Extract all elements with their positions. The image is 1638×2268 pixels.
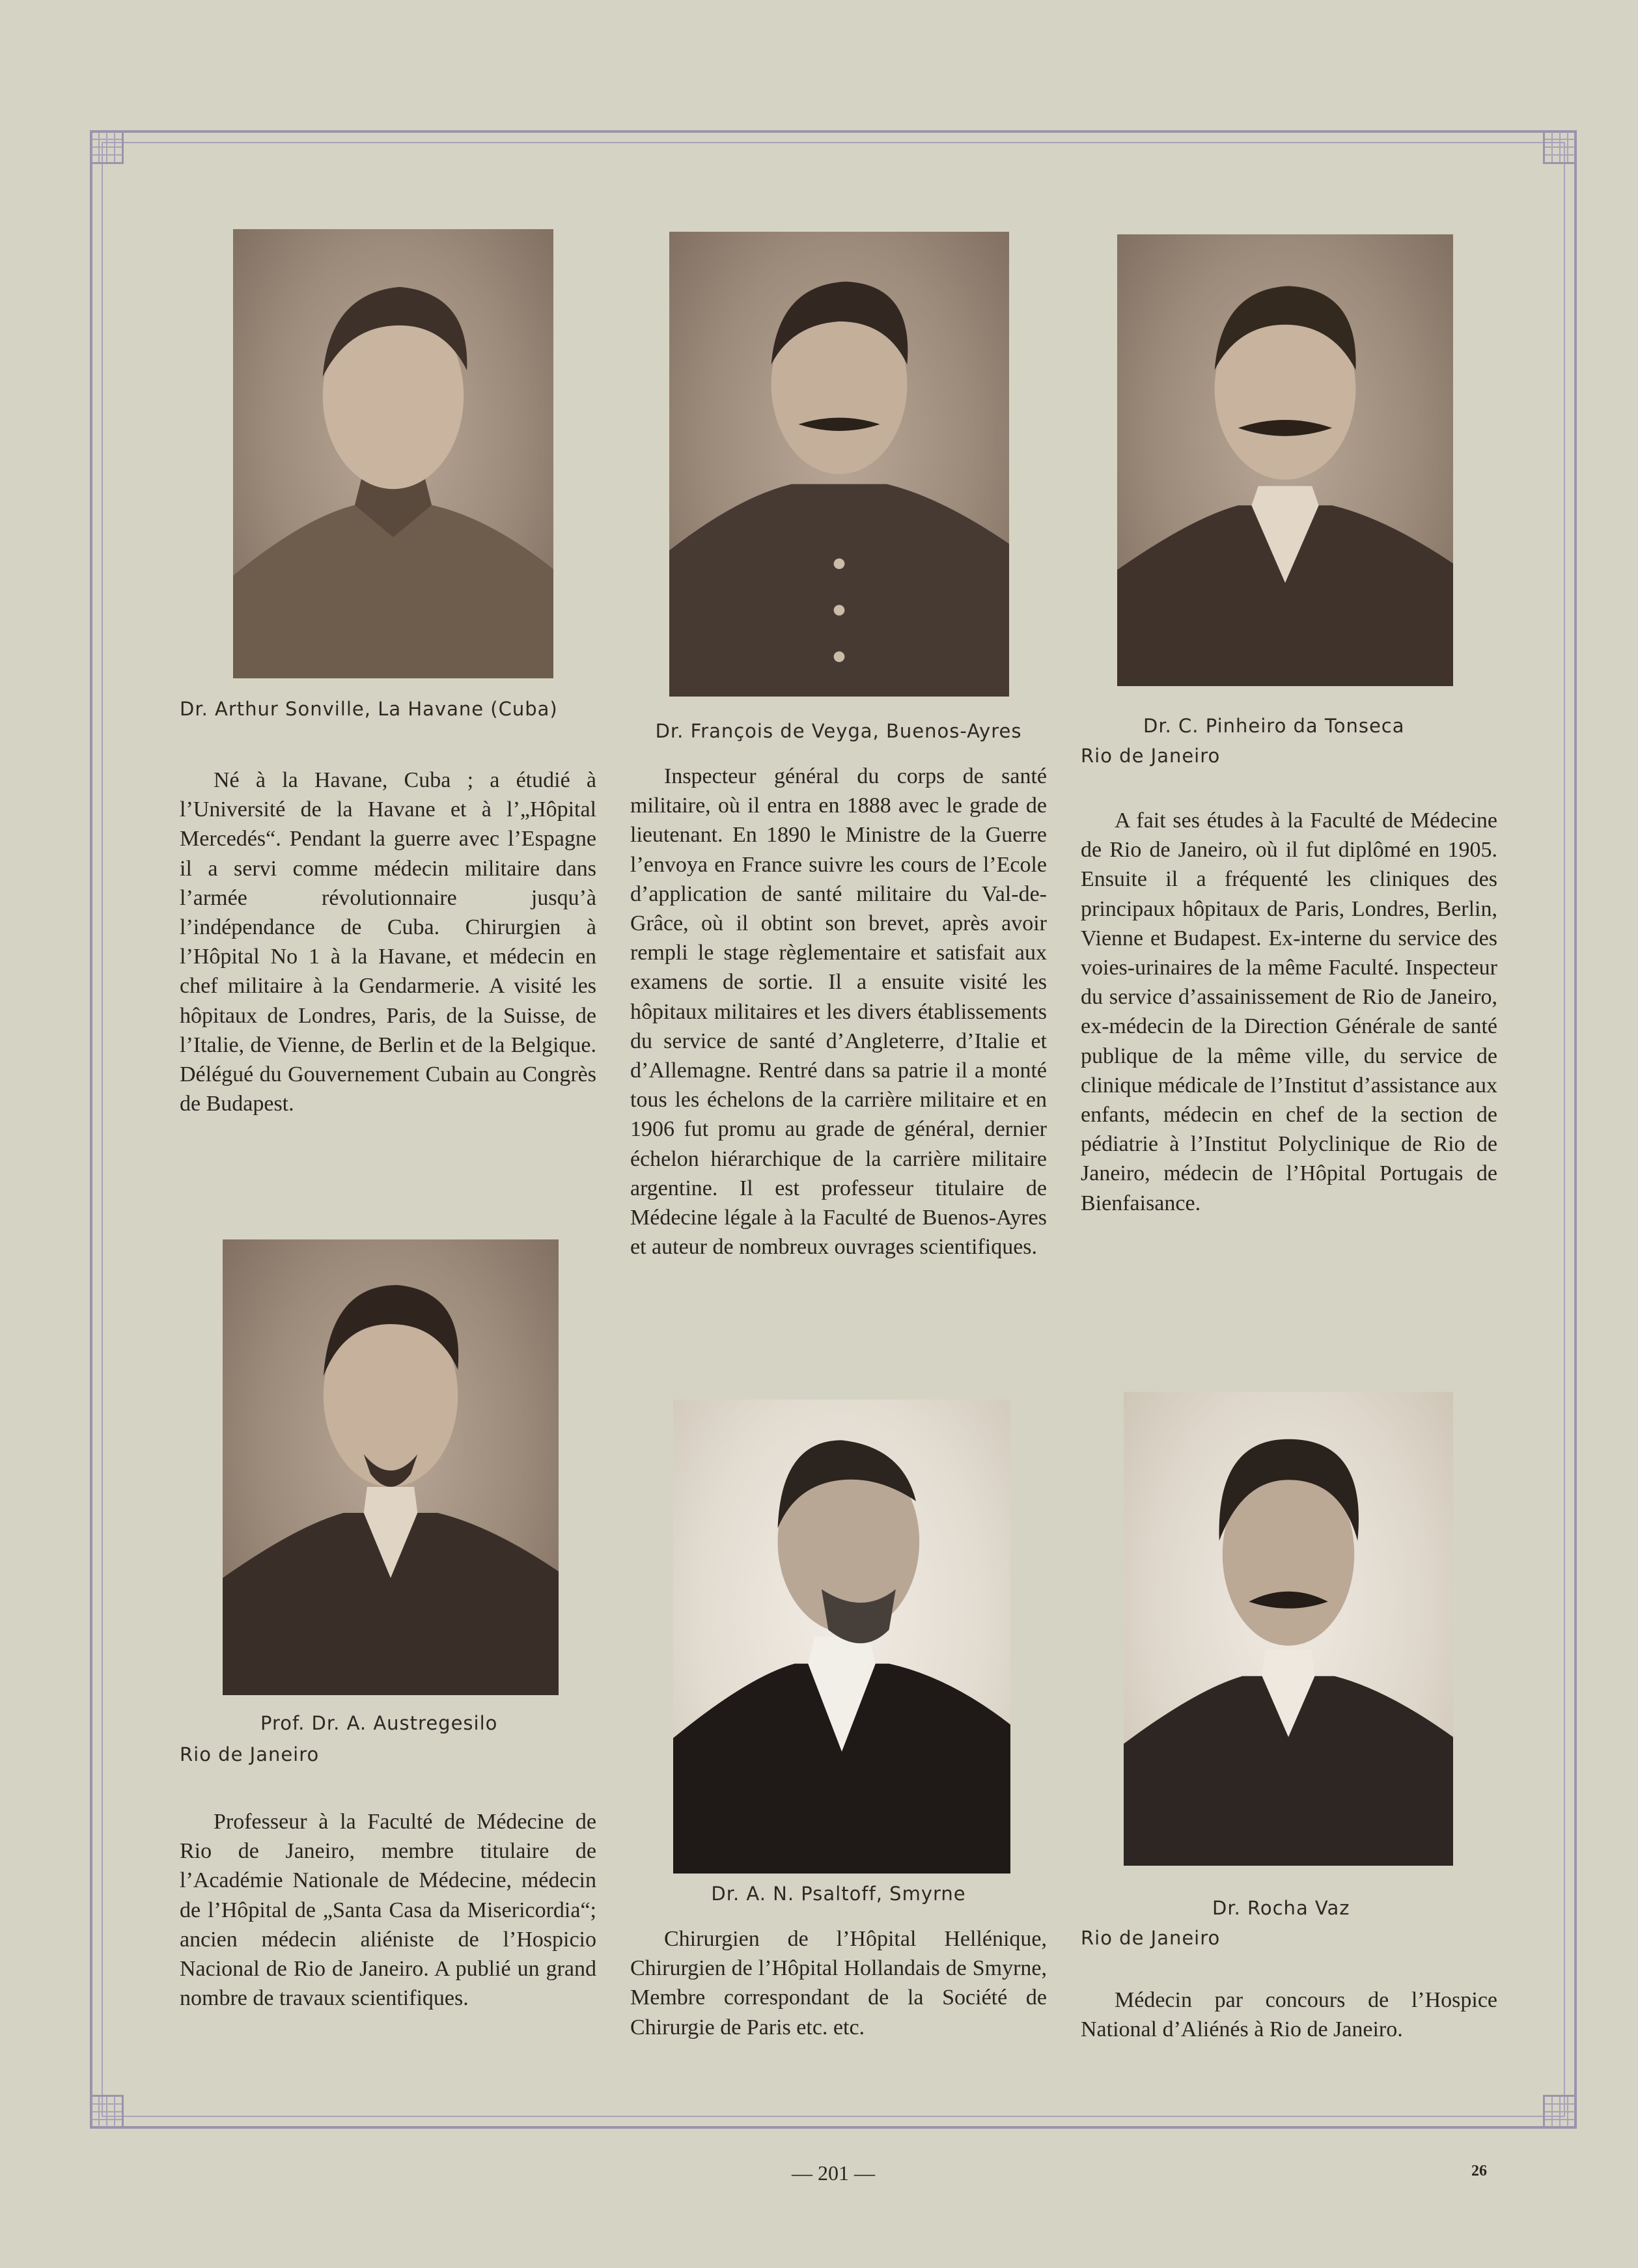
portrait-caption: Dr. C. Pinheiro da Tonseca Rio de Janeiro: [1081, 715, 1405, 767]
frame-corner-ornament: [90, 2095, 124, 2129]
biography-text: Professeur à la Faculté de Médecine de Rio de Janeiro, membre titulaire de l’Académie Nationale de Médecine, médecin de l’Hôpital de „Santa Casa da Misericordia“; ancien médecin aliéniste de l’Hospicio Nacional de Rio de Janeiro. A publié un grand nombre de travaux scientifiques.: [180, 1810, 596, 2011]
frame-corner-ornament: [1543, 2095, 1577, 2129]
portrait-photo: [673, 1400, 1010, 1874]
frame-corner-ornament: [90, 130, 124, 164]
frame-corner-ornament: [1543, 130, 1577, 164]
portrait-photo: [1124, 1392, 1453, 1866]
portrait-caption: Dr. François de Veyga, Buenos-Ayres: [655, 720, 1022, 742]
portrait-caption: Dr. Rocha Vaz Rio de Janeiro: [1081, 1897, 1350, 1949]
portrait-caption: Dr. Arthur Sonville, La Havane (Cuba): [180, 698, 558, 720]
biography-text: A fait ses études à la Faculté de Médecine de Rio de Janeiro, où il fut diplômé en 1905. Ensuite il a fréquenté les cliniques des principaux hôpitaux de Paris, Londres, Berlin, Vienne et Budapest. Ex-interne du service des voies-urinaires de la même Faculté. Inspecteur du service d’assainissement de Rio de Janeiro, ex-médecin de la Direction Générale de santé publique de la même ville, du service de clinique médicale de l’Institut d’assistance aux enfants, médecin en chef de la section de pédiatrie à l’Institut Polyclinique de Rio de Janeiro, médecin de l’Hôpital Portugais de Bienfaisance.: [1081, 809, 1497, 1215]
portrait-photo: [669, 232, 1009, 697]
biography-text: Médecin par concours de l’Hospice National d’Aliénés à Rio de Janeiro.: [1081, 1988, 1497, 2042]
portrait-caption: Dr. A. N. Psaltoff, Smyrne: [711, 1883, 966, 1905]
page-number: — 201 —: [792, 2161, 875, 2185]
portrait-photo: [233, 229, 553, 678]
biography-text: Né à la Havane, Cuba ; a étudié à l’Université de la Havane et à l’„Hôpital Mercedés“. Pendant la guerre avec l’Espagne il a servi comme médecin militaire dans l’armée révolutionnaire jusqu’à l’indépendance de Cuba. Chirurgien à l’Hôpital No 1 à la Havane, et médecin en chef militaire à la Gendarmerie. A visité les hôpitaux de Londres, Paris, de la Suisse, de l’Italie, de Vienne, de Berlin et de la Belgique. Délégué du Gouvernement Cubain au Congrès de Budapest.: [180, 768, 596, 1116]
portrait-photo: [1117, 234, 1453, 686]
biography-text: Chirurgien de l’Hôpital Hellénique, Chirurgien de l’Hôpital Hollandais de Smyrne, Membre correspondant de la Société de Chirurgie de Paris etc. etc.: [630, 1927, 1047, 2040]
portrait-photo: [223, 1239, 559, 1695]
portrait-caption: Prof. Dr. A. Austregesilo Rio de Janeiro: [180, 1712, 498, 1765]
signature-mark: 26: [1471, 2163, 1487, 2179]
biography-text: Inspecteur général du corps de santé militaire, où il entra en 1888 avec le grade de lieutenant. En 1890 le Ministre de la Guerre l’envoya en France suivre les cours de l’Ecole d’application de santé militaire du Val-de-Grâce, où il obtint son brevet, après avoir rempli le stage règlementaire et satisfait aux examens de sortie. Il a ensuite visité les hôpitaux militaires et les divers établissements du service de santé d’Angleterre, d’Italie et d’Allemagne. Rentré dans sa patrie il a monté tous les échelons de la carrière militaire et en 1906 fut promu au grade de général, dernier échelon hiérarchique de la carrière militaire argentine. Il est professeur titulaire de Médecine légale à la Faculté de Buenos-Ayres et auteur de nombreux ouvrages scientifiques.: [630, 764, 1047, 1260]
